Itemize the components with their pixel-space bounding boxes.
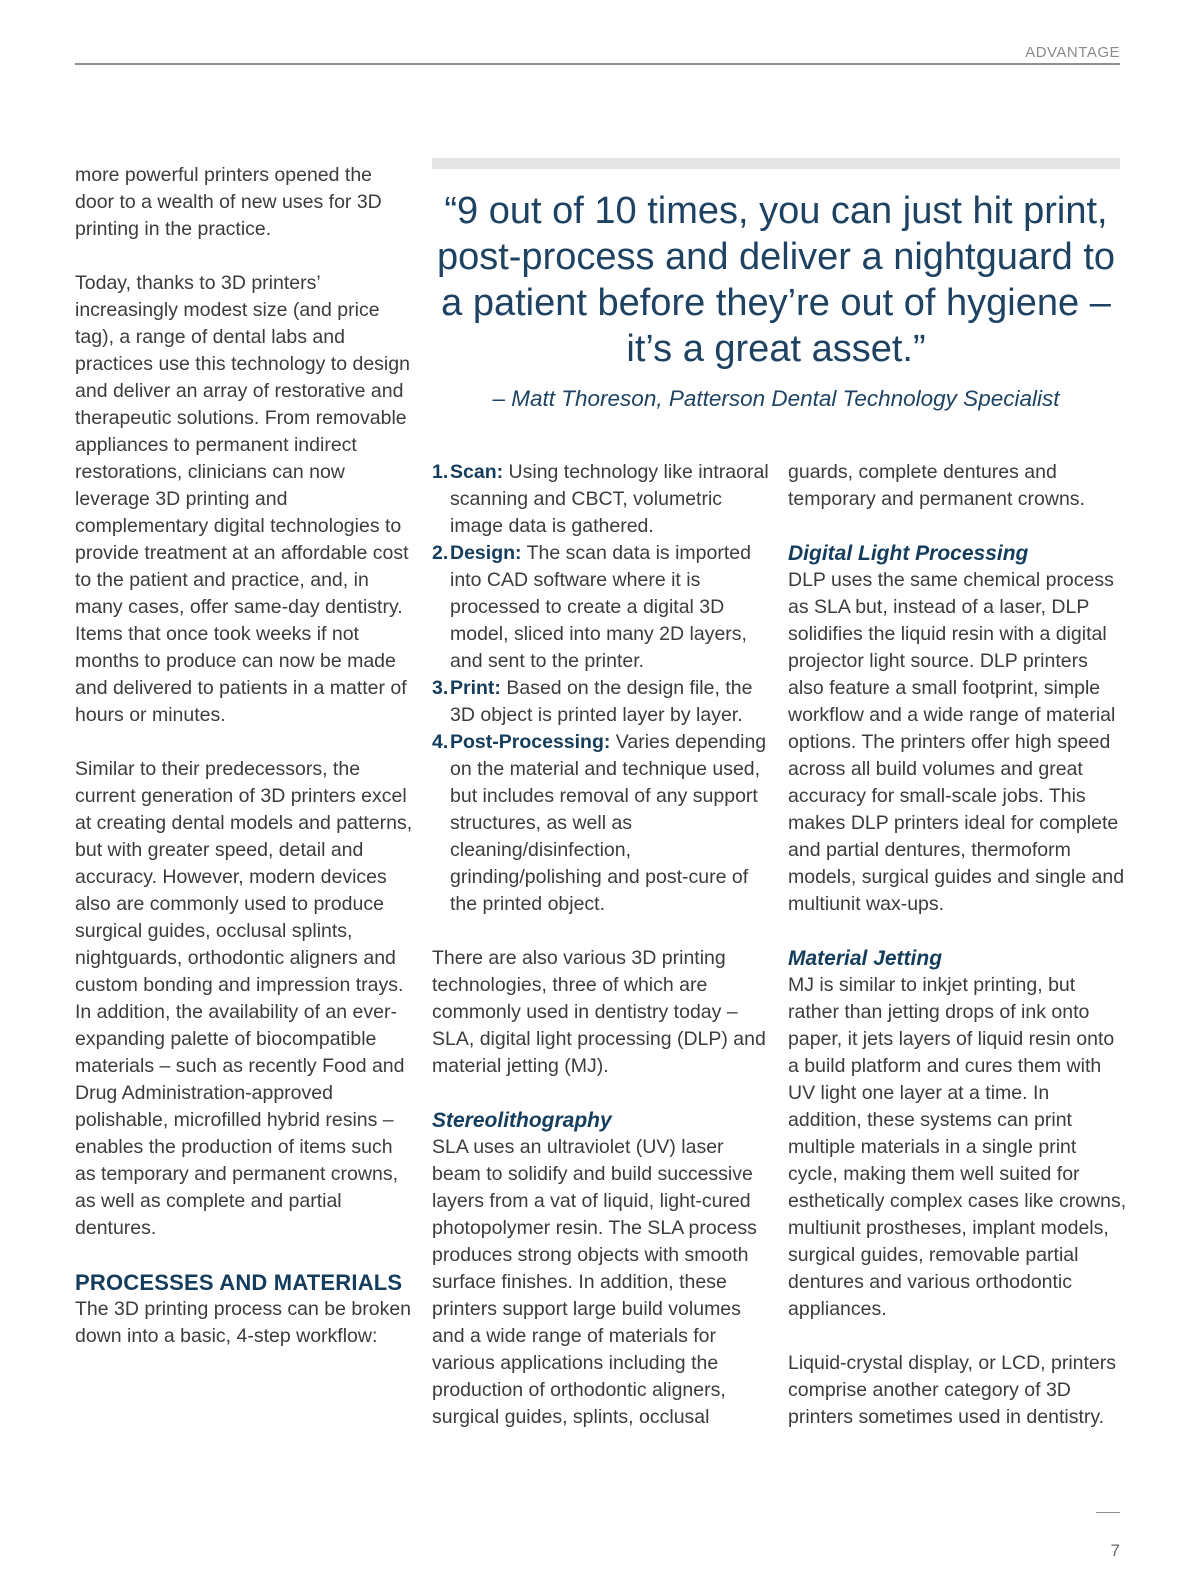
list-item <box>432 540 772 675</box>
column-left <box>75 162 415 1350</box>
list-item <box>432 675 772 729</box>
step-number: 1. <box>432 461 449 483</box>
header-rule <box>75 63 1120 65</box>
step-text: Using technology like intraoral scanning and CBCT, volumetric image data is gathered. <box>450 461 769 537</box>
pull-quote-text: “9 out of 10 times, you can just hit print, post-process and deliver a nightguard to a patient before they’re out of hygiene – it’s a great asset.” <box>436 190 1116 370</box>
step-number: 2. <box>432 542 449 564</box>
paragraph: DLP uses the same chemical process as SLA but, instead of a laser, DLP solidifies the liquid resin with a digital projector light source. DLP printers also feature a small footprint, simple workflow and a wide range of material options. The printers offer high speed across all build volumes and great accuracy for small-scale jobs. This makes DLP printers ideal for complete and partial dentures, thermoform models, surgical guides and single and multiunit wax-ups. <box>788 569 1125 915</box>
list-item <box>432 729 772 918</box>
paragraph: Today, thanks to 3D printers’ increasingly modest size (and price tag), a range of dental labs and practices use this technology to design and deliver an array of restorative and therapeutic solutions. From removable appliances to permanent indirect restorations, clinicians can now leverage 3D printing and complementary digital technologies to provide treatment at an affordable cost to the patient and practice, and, in many cases, offer same-day dentistry. Items that once took weeks if not months to produce can now be made and delivered to patients in a matter of hours or minutes. <box>75 272 410 726</box>
pull-quote-bar <box>432 158 1120 169</box>
step-label: Print: <box>450 677 501 699</box>
section-heading: PROCESSES AND MATERIALS <box>75 1270 403 1295</box>
paragraph: There are also various 3D printing technologies, three of which are commonly used in dentistry today – SLA, digital light processing (DLP) and material jetting (MJ). <box>432 947 766 1077</box>
paragraph: The 3D printing process can be broken down into a basic, 4-step workflow: <box>75 1298 412 1347</box>
sub-heading: Digital Light Processing <box>788 542 1029 565</box>
step-text: The scan data is imported into CAD software where it is processed to create a digital 3D model, sliced into many 2D layers, and sent to the printer. <box>450 542 751 672</box>
page-number-rule <box>1096 1512 1120 1513</box>
sub-heading: Material Jetting <box>788 947 943 970</box>
paragraph: MJ is similar to inkjet printing, but rather than jetting drops of ink onto paper, it jets layers of liquid resin onto a build platform and cures them with UV light one layer at a time. In addition, these systems can print multiple materials in a single print cycle, making them well suited for esthetically complex cases like crowns, multiunit prostheses, implant models, surgical guides, removable partial dentures and various orthodontic appliances. <box>788 974 1127 1320</box>
page-number: 7 <box>1110 1541 1120 1560</box>
step-label: Design: <box>450 542 522 564</box>
step-text: Varies depending on the material and technique used, but includes removal of any support structures, as well as cleaning/disinfection, grinding/polishing and post-cure of the printed object. <box>450 731 767 915</box>
sub-heading: Stereolithography <box>432 1109 612 1132</box>
header-label: ADVANTAGE <box>1025 44 1120 61</box>
step-label: Scan: <box>450 461 504 483</box>
paragraph: guards, complete dentures and temporary and permanent crowns. <box>788 461 1085 510</box>
column-middle <box>432 459 772 1431</box>
step-label: Post-Processing: <box>450 731 611 753</box>
pull-quote-attribution: – Matt Thoreson, Patterson Dental Technology Specialist <box>492 386 1060 411</box>
step-number: 4. <box>432 731 449 753</box>
paragraph: Liquid-crystal display, or LCD, printers comprise another category of 3D printers sometimes used in dentistry. <box>788 1352 1117 1428</box>
column-right <box>788 459 1128 1431</box>
paragraph: SLA uses an ultraviolet (UV) laser beam to solidify and build successive layers from a vat of liquid, light-cured photopolymer resin. The SLA process produces strong objects with smooth surface finishes. In addition, these printers support large build volumes and a wide range of materials for various applications including the production of orthodontic aligners, surgical guides, splints, occlusal <box>432 1136 757 1428</box>
step-number: 3. <box>432 677 449 699</box>
paragraph: Similar to their predecessors, the current generation of 3D printers excel at creating dental models and patterns, but with greater speed, detail and accuracy. However, modern devices also are commonly used to produce surgical guides, occlusal splints, nightguards, orthodontic aligners and custom bonding and impression trays. In addition, the availability of an ever-expanding palette of biocompatible materials – such as recently Food and Drug Administration-approved polishable, microfilled hybrid resins – enables the production of items such as temporary and permanent crowns, as well as complete and partial dentures. <box>75 758 413 1239</box>
workflow-steps <box>432 459 772 918</box>
step-text: Based on the design file, the 3D object is printed layer by layer. <box>450 677 753 726</box>
paragraph: more powerful printers opened the door to a wealth of new uses for 3D printing in the practice. <box>75 164 382 240</box>
list-item <box>432 459 772 540</box>
